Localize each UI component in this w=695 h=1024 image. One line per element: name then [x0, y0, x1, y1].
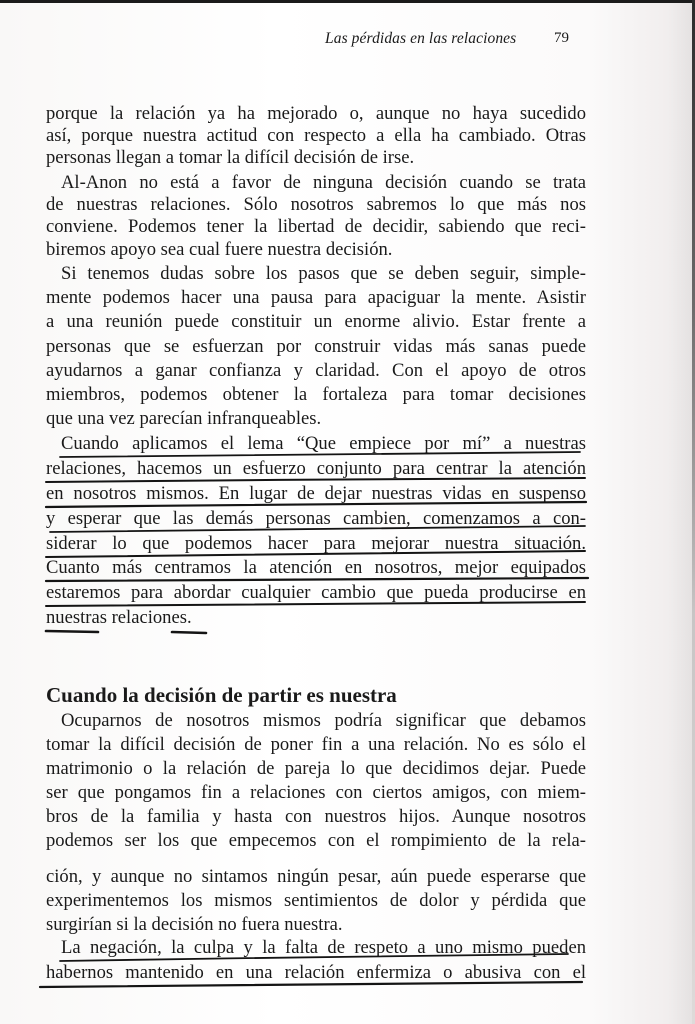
text-line: de nuestras relaciones. Sólo nosotros sabremos lo que más nos: [46, 194, 586, 215]
underlined-text-line: en nosotros mismos. En lugar de dejar nuestras vidas en suspenso: [46, 483, 586, 504]
text-line: mente podemos hacer una pausa para apaciguar la mente. Asistir: [46, 287, 586, 308]
text-line: ser que pongamos fin a relaciones con ciertos amigos, con miem-: [46, 782, 586, 803]
text-line: tomar la difícil decisión de poner fin a una relación. No es sólo el: [46, 734, 586, 755]
underlined-text-line: siderar lo que podemos hacer para mejorar nuestra situación.: [46, 533, 586, 554]
underlined-text-line: habernos mantenido en una relación enfermiza o abusiva con el: [46, 962, 586, 983]
pen-underline: [46, 631, 98, 632]
text-line: ción, y aunque no sintamos ningún pesar, aún puede esperarse que: [46, 866, 586, 887]
text-line: que una vez parecían infranqueables.: [46, 408, 322, 429]
page-number: 79: [554, 30, 569, 46]
running-head-title: Las pérdidas en las relaciones: [325, 30, 517, 47]
underlined-text-line: estaremos para abordar cualquier cambio que pueda producirse en: [46, 582, 586, 603]
text-line: biremos apoyo sea cual fuere nuestra decisión.: [46, 239, 393, 260]
text-line: así, porque nuestra actitud con respecto a ella ha cambiado. Otras: [46, 125, 586, 146]
underlined-text-line: Cuanto más centramos la atención en nosotros, mejor equipados: [46, 557, 586, 578]
pen-underline: [172, 632, 206, 633]
text-line: Si tenemos dudas sobre los pasos que se deben seguir, simple-: [61, 263, 586, 284]
text-line: a una reunión puede constituir un enorme alivio. Estar frente a: [46, 311, 586, 332]
underlined-text-line: nuestras relaciones.: [46, 607, 192, 628]
text-line: Al-Anon no está a favor de ninguna decisión cuando se trata: [61, 172, 586, 193]
underlined-text-line: relaciones, hacemos un esfuerzo conjunto para centrar la atención: [46, 458, 586, 479]
page-top-edge-shadow: [0, 0, 695, 3]
text-line: Ocuparnos de nosotros mismos podría significar que debamos: [61, 710, 586, 731]
text-line: conviene. Podemos tener la libertad de decidir, sabiendo que reci-: [46, 216, 586, 237]
text-line: personas que se esfuerzan por construir vidas más sanas puede: [46, 336, 586, 357]
text-line: bros de la familia y hasta con nuestros hijos. Aunque nosotros: [46, 806, 586, 827]
text-line: porque la relación ya ha mejorado o, aunque no haya sucedido: [46, 103, 586, 124]
text-line: surgirían si la decisión no fuera nuestra.: [46, 914, 343, 935]
text-line: personas llegan a tomar la difícil decisión de irse.: [46, 147, 415, 168]
text-line: matrimonio o la relación de pareja lo que decidimos dejar. Puede: [46, 758, 586, 779]
text-line: ayudarnos a ganar confianza y claridad. Con el apoyo de otros: [46, 360, 586, 381]
section-heading: Cuando la decisión de partir es nuestra: [46, 683, 397, 707]
text-line: experimentemos los mismos sentimientos de dolor y pérdida que: [46, 890, 586, 911]
underlined-text-line: La negación, la culpa y la falta de respeto a uno mismo pueden: [61, 937, 586, 958]
text-line: podemos ser los que empecemos con el rompimiento de la rela-: [46, 830, 586, 851]
underlined-text-line: Cuando aplicamos el lema “Que empiece por mí” a nuestras: [61, 433, 586, 454]
text-line: miembros, podemos obtener la fortaleza para tomar decisiones: [46, 384, 586, 405]
underlined-text-line: y esperar que las demás personas cambien, comenzamos a con-: [46, 508, 586, 529]
